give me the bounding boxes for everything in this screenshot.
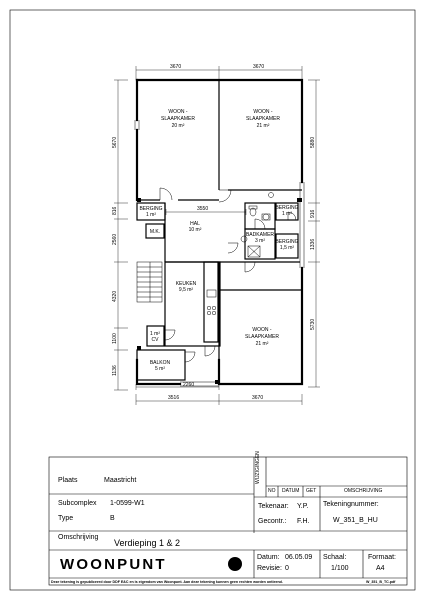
tekenaar-value: Y.P. — [297, 503, 309, 510]
room-woon2-line2: SLAAPKAMER — [246, 116, 280, 122]
type-value: B — [110, 515, 115, 522]
room-balkon-name: BALKON — [149, 360, 171, 366]
room-woon1-line1: WOON - — [168, 109, 188, 115]
filename-text: W_351_B_TC.pdf — [366, 580, 396, 584]
room-berging-right-area: 1 m² — [282, 211, 292, 217]
room-berging-left-name: BERGING — [139, 206, 163, 212]
dim-top-left: 3670 — [170, 64, 182, 70]
room-badkamer-area: 3 m² — [255, 238, 265, 244]
tekenaar-label: Tekenaar: — [258, 503, 289, 510]
omschrijving-label: Omschrijving — [58, 534, 99, 541]
room-berging-mid-area: 1,5 m² — [279, 245, 295, 251]
room-hal-area: 10 m² — [188, 227, 202, 233]
room-keuken-area: 9,5 m² — [178, 287, 194, 293]
room-balkon-area: 5 m² — [155, 366, 165, 372]
wijzigingen-label: WIJZIGINGEN — [255, 451, 261, 484]
dim-right-upper: 5880 — [310, 136, 316, 148]
room-woon2-area: 21 m² — [256, 123, 270, 129]
disclaimer-text: Deze tekening is gepubliceerd door DDF E&C en is eigendom van Woonpunt. Aan deze tekening kunnen geen rechten worden ontleend. — [51, 580, 283, 584]
dim-right-berging: 916 — [310, 209, 316, 218]
room-cv-name: CV — [151, 337, 159, 343]
room-woon1-line2: SLAAPKAMER — [161, 116, 195, 122]
woonpunt-logo-dot — [228, 557, 242, 571]
datum-value: 06.05.09 — [285, 554, 313, 561]
plaats-label: Plaats — [58, 477, 78, 484]
room-woon3-area: 21 m² — [255, 341, 269, 347]
schaal-label: Schaal: — [323, 554, 347, 561]
dim-left-balkon: 1136 — [112, 365, 118, 376]
tekeningnummer-label: Tekeningnummer: — [323, 501, 379, 508]
revisie-value: 0 — [285, 565, 289, 572]
dim-right-small: 1336 — [310, 238, 316, 250]
room-berging-left-area: 1 m² — [146, 212, 156, 218]
dim-bottom-right: 3670 — [252, 395, 264, 401]
col-datum-header: DATUM — [282, 488, 300, 494]
col-get-header: GET — [306, 488, 317, 494]
dim-top-right: 3670 — [253, 64, 265, 70]
col-omschrijving-header: OMSCHRIJVING — [344, 488, 383, 494]
dim-left-middle: 4320 — [112, 290, 118, 302]
subcomplex-value: 1-0599-W1 — [110, 500, 145, 507]
type-label: Type — [58, 515, 74, 522]
dim-left-hal: 2560 — [112, 233, 118, 245]
dim-left-cv: 1100 — [112, 333, 118, 344]
gecontr-label: Gecontr.: — [258, 518, 287, 525]
dim-right-lower: 5730 — [310, 318, 316, 330]
room-hal-name: HAL — [190, 221, 200, 227]
room-berging-mid-name: BERGING — [275, 239, 299, 245]
room-berging-right-name: BERGING — [275, 205, 299, 211]
gecontr-value: F.H. — [297, 518, 310, 525]
subcomplex-label: Subcomplex — [58, 500, 97, 507]
dim-bottom-left: 3516 — [168, 395, 180, 401]
room-woon3-line2: SLAAPKAMER — [245, 334, 279, 340]
room-woon2-line1: WOON - — [253, 109, 273, 115]
col-no-header: NO — [268, 488, 276, 494]
woonpunt-logo: WOONPUNT — [60, 556, 167, 573]
room-keuken-name: KEUKEN — [175, 281, 197, 287]
room-cv-area: 1 m² — [150, 331, 160, 337]
room-mk: M.K. — [149, 229, 161, 235]
room-woon1-area: 20 m² — [171, 123, 185, 129]
room-badkamer-name: BADKAMER — [245, 232, 275, 238]
dim-balkon-width: 2260 — [183, 382, 195, 388]
omschrijving-value: Verdieping 1 & 2 — [114, 538, 181, 548]
formaat-value: A4 — [376, 565, 385, 572]
dim-left-small: 816 — [112, 206, 118, 215]
dim-hal-width: 3550 — [197, 206, 209, 212]
formaat-label: Formaat: — [368, 554, 397, 561]
datum-label: Datum: — [257, 554, 280, 561]
plaats-value: Maastricht — [104, 477, 137, 484]
room-woon3-line1: WOON - — [252, 327, 272, 333]
tekeningnummer-value: W_351_B_HU — [333, 517, 378, 524]
schaal-value: 1/100 — [331, 565, 349, 572]
revisie-label: Revisie: — [257, 565, 282, 572]
dim-left-upper: 5670 — [112, 136, 118, 148]
